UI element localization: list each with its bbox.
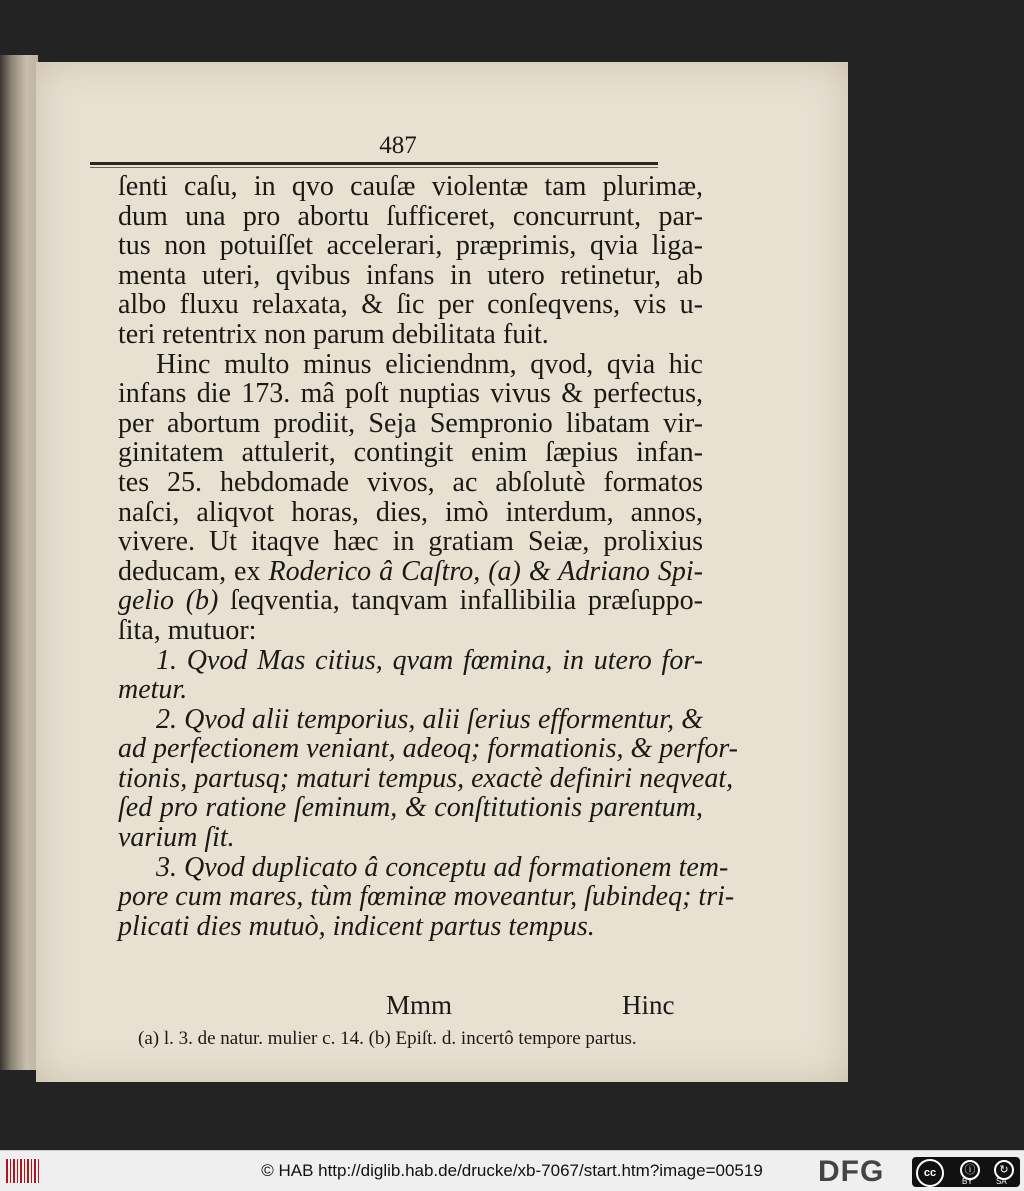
- sa-icon: ↻: [994, 1160, 1014, 1180]
- book-page: [36, 62, 848, 1082]
- text-line: 2. Qvod alii temporius, alii ſerius efformentur, &: [156, 703, 703, 735]
- cc-by-sa-icon[interactable]: [912, 1157, 1020, 1187]
- body-text: [118, 171, 739, 942]
- text-line: naſci, aliqvot horas, dies, imò interdum, annos,: [118, 496, 703, 528]
- text-line: tus non potuiſſet accelerari, præprimis, qvia liga-: [118, 230, 703, 262]
- page-number: 487: [379, 132, 417, 159]
- text-line: vivere. Ut itaqve hæc in gratiam Seiæ, prolixius: [118, 526, 703, 558]
- text-line: Hinc multo minus eliciendnm, qvod, qvia hic: [156, 348, 703, 380]
- text-line: ad perfectionem veniant, adeoq; formationis, & perfor-: [118, 733, 739, 765]
- signature-mark: Mmm: [386, 990, 453, 1020]
- copyright-url[interactable]: © HAB http://diglib.hab.de/drucke/xb-7067/start.htm?image=00519: [261, 1161, 763, 1180]
- text-line: tionis, partusq; maturi tempus, exactè definiri neqveat,: [118, 762, 734, 794]
- text-line: per abortum prodiit, Seja Sempronio libatam vir-: [118, 407, 703, 439]
- text-line: dum una pro abortu ſufficeret, concurrunt, par-: [118, 200, 703, 232]
- dfg-logo[interactable]: DFG: [818, 1155, 885, 1188]
- text-line: pore cum mares, tùm fœminæ moveantur, ſubindeq; tri-: [118, 881, 735, 913]
- text-line: menta uteri, qvibus infans in utero retinetur, ab: [118, 259, 703, 291]
- text-line: ſed pro ratione ſeminum, & conſtitutionis parentum,: [118, 792, 703, 824]
- text-line: infans die 173. mâ poſt nuptias vivus & perfectus,: [118, 378, 703, 410]
- footer-bar: [0, 1150, 1024, 1191]
- footnote: (a) l. 3. de natur. mulier c. 14. (b) Epiſt. d. incertô tempore partus.: [138, 1028, 637, 1049]
- cc-icon: cc: [916, 1159, 944, 1187]
- header-rule: [90, 162, 658, 165]
- sa-label: SA: [996, 1177, 1007, 1186]
- by-icon: ⓘ: [960, 1160, 980, 1180]
- text-line: plicati dies mutuò, indicent partus tempus.: [118, 910, 595, 942]
- text-line: teri retentrix non parum debilitata fuit.: [118, 318, 549, 350]
- catchword: Hinc: [622, 990, 675, 1020]
- header-rule-thin: [90, 167, 658, 168]
- text-line: albo fluxu relaxata, & ſic per conſeqvens, vis u-: [118, 289, 703, 321]
- text-line: gelio (b) ſeqventia, tanqvam infallibilia præſuppo-: [118, 585, 703, 617]
- text-line: metur.: [118, 674, 188, 706]
- text-line: 3. Qvod duplicato â conceptu ad formationem tem-: [156, 851, 729, 883]
- text-line: ſenti caſu, in qvo cauſæ violentæ tam plurimæ,: [118, 171, 703, 202]
- by-label: BY: [962, 1177, 973, 1186]
- text-line: tes 25. hebdomade vivos, ac abſolutè formatos: [118, 466, 703, 498]
- text-line: deducam, ex Roderico â Caſtro, (a) & Adriano Spi-: [118, 555, 703, 587]
- text-line: 1. Qvod Mas citius, qvam fœmina, in utero for-: [156, 644, 703, 676]
- text-line: varium ſit.: [118, 822, 235, 854]
- text-line: ſita, mutuor:: [118, 614, 257, 646]
- text-line: ginitatem attulerit, contingit enim ſæpius infan-: [118, 437, 703, 469]
- previous-page-edge: [0, 55, 38, 1070]
